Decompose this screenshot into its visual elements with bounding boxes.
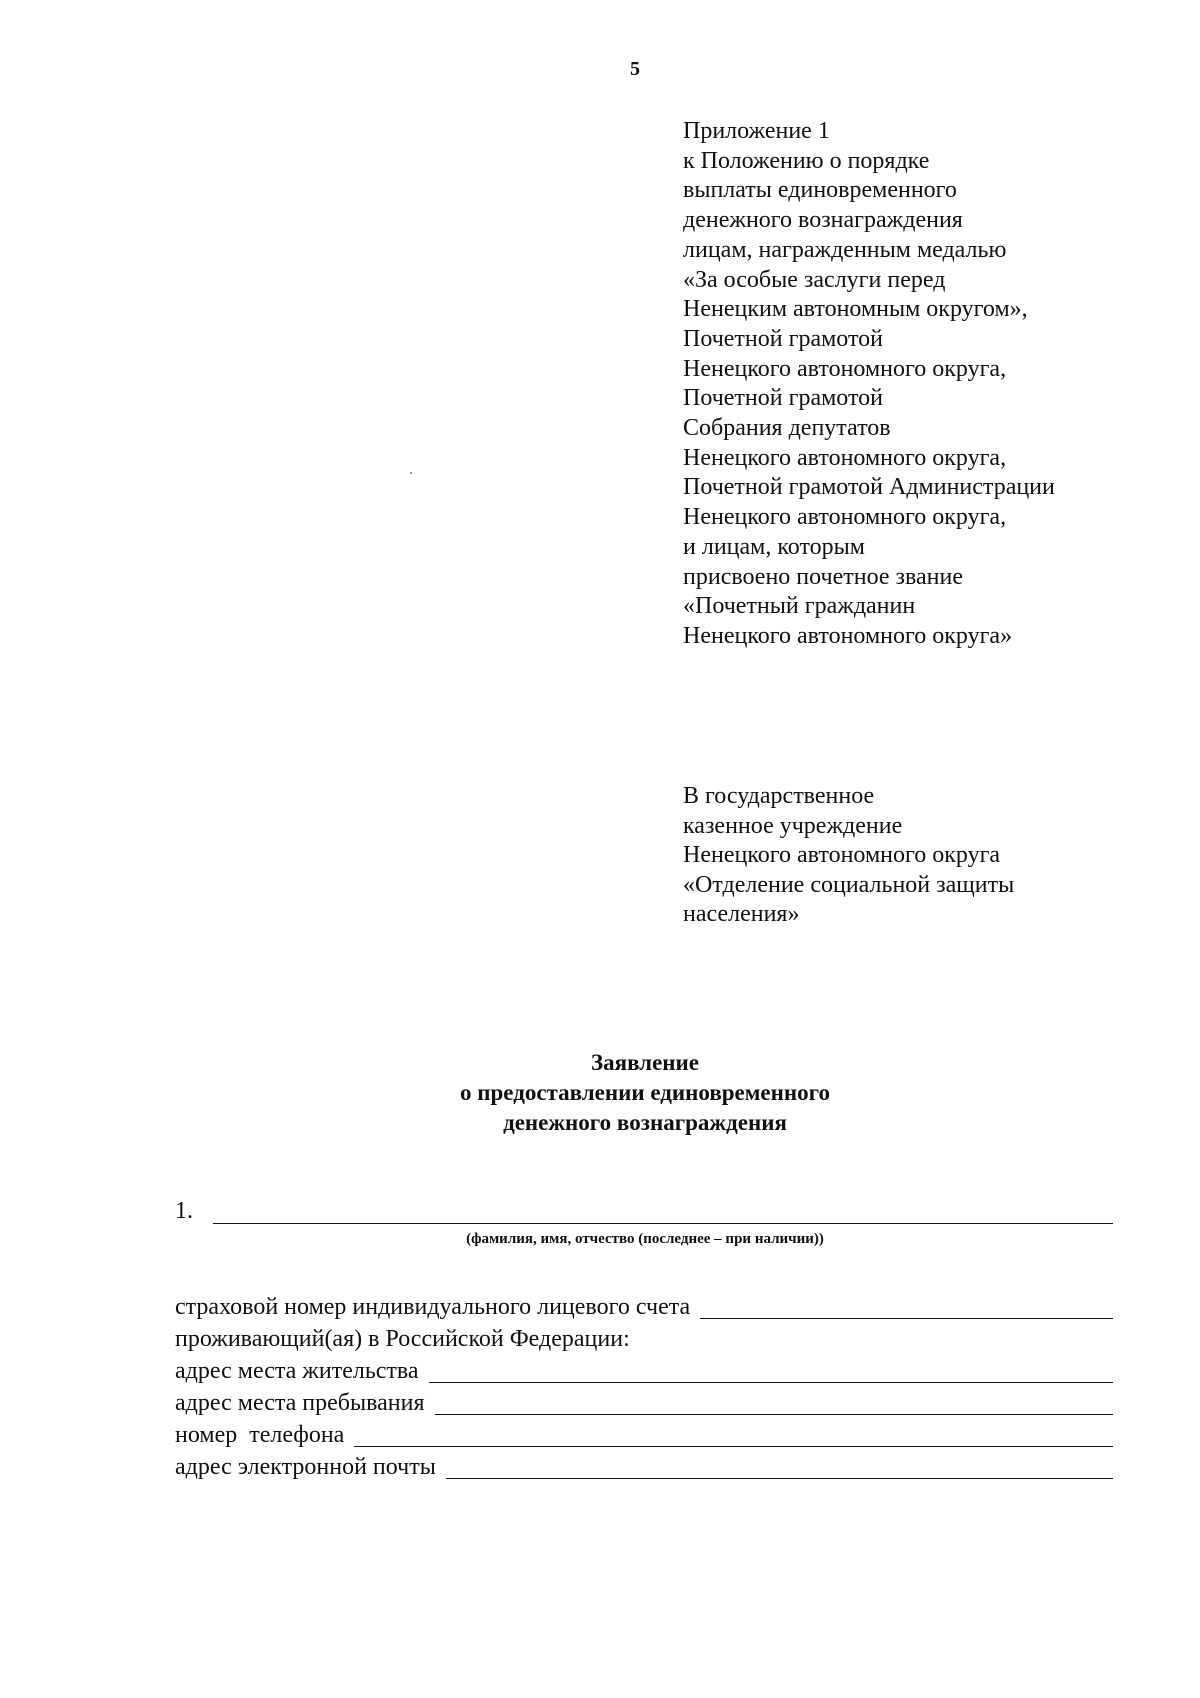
item-number: 1. — [175, 1198, 193, 1224]
email-field[interactable] — [446, 1454, 1113, 1479]
title-line: о предоставлении единовременного — [460, 1080, 830, 1105]
appendix-line: «За особые заслуги перед — [683, 266, 946, 293]
appendix-line: к Положению о порядке — [683, 147, 930, 174]
phone-row — [175, 1418, 1113, 1450]
snils-row — [175, 1290, 1113, 1322]
appendix-line: лицам, награжденным медалью — [683, 236, 1007, 263]
addressee-line: Ненецкого автономного округа — [683, 842, 1001, 868]
residing-row — [175, 1322, 1113, 1354]
appendix-line: Собрания депутатов — [683, 415, 891, 442]
addressee-line: В государственное — [683, 783, 875, 809]
addressee-line: населения» — [683, 901, 800, 927]
appendix-line: Ненецкого автономного округа» — [683, 622, 1013, 649]
document-title — [300, 1048, 990, 1138]
email-label: адрес электронной почты — [175, 1454, 436, 1480]
appendix-line: Ненецкого автономного округа, — [683, 504, 1007, 531]
appendix-line: Ненецкого автономного округа, — [683, 444, 1007, 471]
stay-address-field[interactable] — [435, 1390, 1113, 1415]
residing-label: проживающий(ая) в Российской Федерации: — [175, 1326, 630, 1352]
title-line: денежного вознаграждения — [503, 1110, 787, 1135]
appendix-line: Почетной грамотой Администрации — [683, 474, 1055, 501]
full-name-caption: (фамилия, имя, отчество (последнее – при наличии)) — [466, 1231, 824, 1247]
appendix-line: Почетной грамотой — [683, 325, 883, 352]
title-line: Заявление — [590, 1050, 700, 1075]
appendix-line: Почетной грамотой — [683, 385, 883, 412]
snils-label: страховой номер индивидуального лицевого счета — [175, 1294, 691, 1320]
appendix-line: и лицам, которым — [683, 533, 865, 560]
appendix-line: «Почетный гражданин — [683, 593, 916, 620]
appendix-line: выплаты единовременного — [683, 177, 957, 204]
residence-address-row — [175, 1354, 1113, 1386]
appendix-header — [683, 117, 1163, 652]
addressee-line: казенное учреждение — [683, 812, 903, 839]
appendix-line: Ненецкого автономного округа, — [683, 355, 1007, 382]
stay-address-label: адрес места пребывания — [175, 1390, 425, 1416]
residence-address-field[interactable] — [429, 1358, 1113, 1383]
email-row — [175, 1450, 1113, 1482]
residence-address-label: адрес места жительства — [175, 1358, 419, 1384]
full-name-field[interactable] — [213, 1223, 1113, 1224]
appendix-line: присвоено почетное звание — [683, 563, 964, 590]
phone-field[interactable] — [354, 1422, 1113, 1447]
appendix-line: Приложение 1 — [683, 118, 830, 144]
phone-label: номер телефона — [175, 1422, 345, 1448]
page-number: 5 — [630, 58, 640, 80]
snils-field[interactable] — [700, 1294, 1113, 1319]
addressee-line: «Отделение социальной защиты — [683, 871, 1015, 898]
stay-address-row — [175, 1386, 1113, 1418]
scan-speck — [410, 472, 412, 474]
appendix-line: Ненецким автономным округом», — [683, 296, 1028, 323]
appendix-line: денежного вознаграждения — [683, 207, 963, 234]
addressee-block — [683, 782, 1163, 930]
